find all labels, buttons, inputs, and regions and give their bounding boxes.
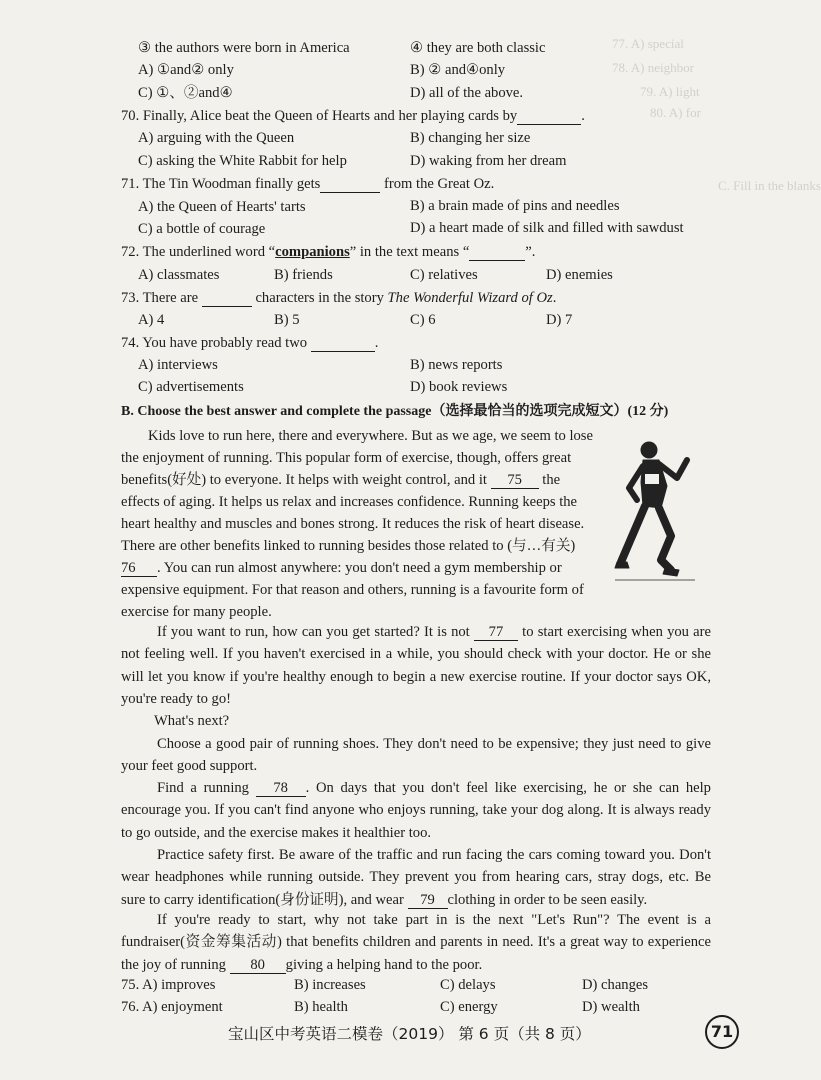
passage-line: the enjoyment of running. This popular form of exercise, though, offers great: [121, 450, 572, 466]
passage-line: There are other benefits linked to running besides those related to (与…有关): [121, 538, 576, 554]
q76-choice-a: 76. A) enjoyment: [121, 999, 223, 1015]
q74-stem: 74. You have probably read two .: [121, 335, 379, 351]
q74-choice-c: C) advertisements: [138, 379, 244, 395]
passage-line: expensive equipment. For that reason and others, running is a favourite form of: [121, 582, 584, 598]
q74-choice-d: D) book reviews: [410, 379, 508, 395]
blank-77: 77: [474, 624, 518, 641]
blank-80: 80: [230, 957, 286, 974]
passage-paragraph: Choose a good pair of running shoes. They don't need to be expensive; they just need to give your feet good support.: [121, 736, 711, 775]
q69-option-3: ③ the authors were born in America: [138, 40, 350, 56]
q69-choice-a: A) ①and② only: [138, 62, 234, 78]
q72-underlined-word: companions: [275, 244, 350, 260]
blank-79: 79: [408, 892, 448, 909]
runner-leg: [621, 506, 645, 562]
passage-line: heart healthy and muscles and bones strong. It reduces the risk of heart disease.: [121, 516, 585, 532]
q73-choice-a: A) 4: [138, 312, 165, 328]
q71-blank: [320, 176, 380, 193]
passage-paragraph: If you're ready to start, why not take part in is the next "Let's Run"? The event is a fundraiser(资金筹集活动) that benefits children and parents in need. It's a great way to experience the joy of running 80 giving a helping hand to the poor.: [121, 912, 711, 973]
passage-line: exercise for many people.: [121, 604, 272, 620]
q71-stem: 71. The Tin Woodman finally gets from the Great Oz.: [121, 176, 495, 192]
bleed-through-text: 77. A) special: [612, 36, 684, 51]
q75-choice-d: D) changes: [582, 977, 649, 993]
passage-line: 76 . You can run almost anywhere: you don't need a gym membership or: [121, 560, 562, 576]
q73-choice-c: C) 6: [410, 312, 436, 328]
bleed-through-text: 79. A) light: [640, 84, 700, 99]
q72-blank: [469, 244, 525, 261]
q74-blank: [311, 335, 375, 352]
q69-choice-d: D) all of the above.: [410, 85, 524, 101]
q73-choice-b: B) 5: [274, 312, 300, 328]
q76-choice-b: B) health: [294, 999, 348, 1015]
q71-choice-b: B) a brain made of pins and needles: [410, 198, 620, 214]
passage-paragraph: If you want to run, how can you get started? It is not 77 to start exercising when you are not feeling well. If you haven't exercised in a while, you should check with your doctor. He or she will let you know if you're healthy enough to begin a new exercise routine. If your doctor says OK, you're ready to go!: [121, 624, 711, 708]
q72-choice-a: A) classmates: [138, 267, 220, 283]
section-b-heading: B. Choose the best answer and complete the passage（选择最恰当的选项完成短文）(12 分): [121, 404, 669, 419]
q70-choice-d: D) waking from her dream: [410, 153, 567, 169]
passage-line: effects of aging. It helps us relax and increases confidence. Running keeps the: [121, 494, 578, 510]
passage-line: Kids love to run here, there and everywhere. But as we age, we seem to lose: [148, 428, 593, 444]
passage-line: What's next?: [154, 713, 230, 729]
page-number-badge: 71: [705, 1015, 739, 1049]
runner-shoe: [663, 568, 679, 576]
q70-blank: [517, 108, 581, 125]
book-title: The Wonderful Wizard of Oz: [387, 290, 553, 306]
blank-78: 78: [256, 780, 306, 797]
q74-choice-b: B) news reports: [410, 357, 503, 373]
q74-choice-a: A) interviews: [138, 357, 218, 373]
passage-line: benefits(好处) to everyone. It helps with weight control, and it 75 the: [121, 472, 561, 488]
q69-option-4: ④ they are both classic: [410, 40, 546, 56]
blank-75: 75: [491, 472, 539, 489]
q73-choice-d: D) 7: [546, 312, 573, 328]
q75-choice-b: B) increases: [294, 977, 366, 993]
bleed-through-text: 78. A) neighbor: [612, 60, 694, 75]
q75-choice-c: C) delays: [440, 977, 496, 993]
q71-choice-d: D) a heart made of silk and filled with sawdust: [410, 220, 684, 236]
runner-bib: [645, 474, 659, 484]
q76-choice-d: D) wealth: [582, 999, 640, 1015]
q69-choice-b: B) ② and④only: [410, 62, 506, 78]
q69-choice-c: C) ①、②and④: [138, 85, 233, 101]
bleed-through-text: C. Fill in the blanks: [718, 178, 821, 193]
q72-stem: 72. The underlined word “companions” in the text means “ ”.: [121, 244, 536, 260]
runner-head: [641, 442, 657, 458]
q72-choice-c: C) relatives: [410, 267, 478, 283]
passage-paragraph: Find a running 78 . On days that you don't feel like exercising, he or she can help encourage you. If you can't find anyone who enjoys running, take your dog along. It is always ready to go outside, and the exercise makes it healthier too.: [121, 780, 711, 841]
q70-stem: 70. Finally, Alice beat the Queen of Hearts and her playing cards by .: [121, 108, 585, 124]
blank-76: 76: [121, 560, 157, 577]
runner-illustration: [615, 438, 705, 583]
q71-choice-c: C) a bottle of courage: [138, 221, 266, 237]
q72-choice-d: D) enemies: [546, 267, 613, 283]
runner-leg: [659, 508, 671, 570]
passage-paragraph: Practice safety first. Be aware of the traffic and run facing the cars coming toward you. Don't wear headphones while running outside. They prevent you from hearing cars, stray dogs, etc. Be sure to carry identification(身份证明), and wear 79 clothing in order to be seen easily.: [121, 847, 711, 908]
q72-choice-b: B) friends: [274, 267, 333, 283]
q70-choice-c: C) asking the White Rabbit for help: [138, 153, 347, 169]
q75-choice-a: 75. A) improves: [121, 977, 216, 993]
q70-choice-b: B) changing her size: [410, 130, 531, 146]
q76-choice-c: C) energy: [440, 999, 498, 1015]
runner-shoe: [615, 562, 629, 568]
q73-blank: [202, 290, 252, 307]
bleed-through-text: 80. A) for: [650, 105, 701, 120]
q73-stem: 73. There are characters in the story The Wonderful Wizard of Oz.: [121, 290, 557, 306]
q71-choice-a: A) the Queen of Hearts' tarts: [138, 199, 306, 215]
q70-choice-a: A) arguing with the Queen: [138, 130, 295, 146]
page-footer: 宝山区中考英语二模卷（2019） 第 6 页（共 8 页）: [228, 1025, 591, 1043]
